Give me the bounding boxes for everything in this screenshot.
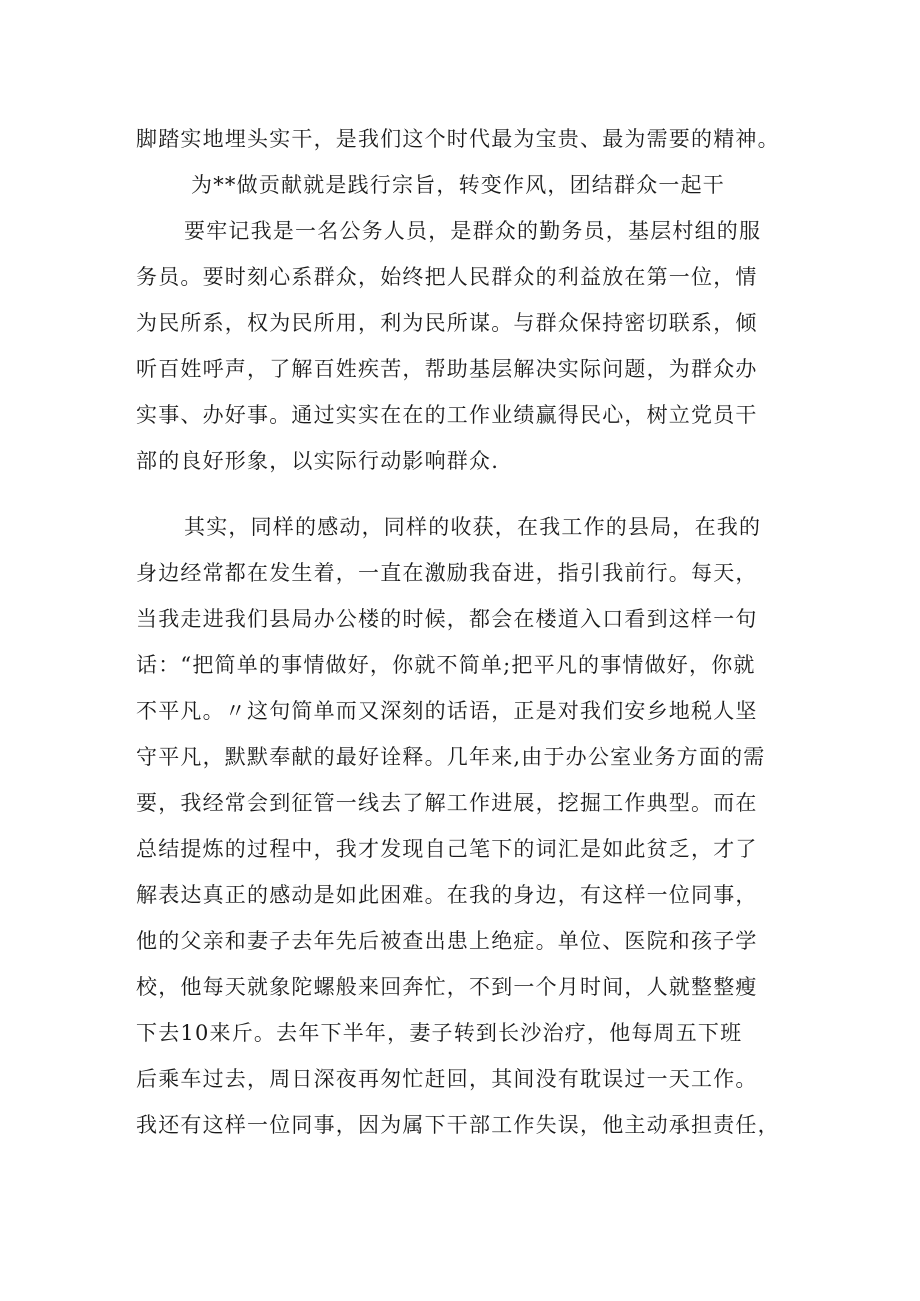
paragraph-3-line: 其实，同样的感动，同样的收获，在我工作的县局，在我的 — [184, 515, 762, 539]
paragraph-3-line: 他的父亲和妻子去年先后被查出患上绝症。单位、医院和孩子学 — [136, 929, 758, 953]
paragraph-3-line: 守平凡，默默奉献的最好诠释。几年来,由于办公室业务方面的需 — [136, 745, 766, 769]
paragraph-3-line: 后乘车过去，周日深夜再匆忙赶回，其间没有耽误过一天工作。 — [136, 1067, 758, 1091]
paragraph-3-line: 下去10来斤。去年下半年，妻子转到长沙治疗，他每周五下班 — [136, 1021, 743, 1045]
paragraph-2-line: 部的良好形象，以实际行动影响群众. — [136, 449, 500, 473]
paragraph-3-line: 当我走进我们县局办公楼的时候，都会在楼道入口看到这样一句 — [136, 607, 758, 631]
paragraph-spacer — [136, 484, 796, 504]
paragraph-2-line: 为民所系，权为民所用，利为民所谋。与群众保持密切联系，倾 — [136, 311, 758, 335]
paragraph-3-line: 我还有这样一位同事，因为属下干部工作失误，他主动承担责任， — [136, 1113, 780, 1137]
paragraph-3-line: 要，我经常会到征管一线去了解工作进展，挖掘工作典型。而在 — [136, 791, 758, 815]
paragraph-3-line: 校，他每天就象陀螺般来回奔忙，不到一个月时间，人就整整瘦 — [136, 975, 758, 999]
paragraph-2-line: 务员。要时刻心系群众，始终把人民群众的利益放在第一位，情 — [136, 265, 758, 289]
paragraph-2-line: 要牢记我是一名公务人员，是群众的勤务员，基层村组的服 — [184, 219, 762, 243]
document-body — [136, 116, 796, 1148]
paragraph-3-line: 不平凡。〃这句简单而又深刻的话语，正是对我们安乡地税人坚 — [136, 699, 758, 723]
paragraph-3-line: 总结提炼的过程中，我才发现自己笔下的词汇是如此贫乏，才了 — [136, 837, 758, 861]
paragraph-3-line: 解表达真正的感动是如此困难。在我的身边，有这样一位同事， — [136, 883, 758, 907]
paragraph-2-line: 实事、办好事。通过实实在在的工作业绩赢得民心，树立党员干 — [136, 403, 758, 427]
paragraph-3-line: 话：“把简单的事情做好，你就不简单;把平凡的事情做好，你就 — [136, 653, 756, 677]
paragraph-1-line: 脚踏实地埋头实干，是我们这个时代最为宝贵、最为需要的精神。 — [136, 127, 780, 151]
paragraph-2-line: 听百姓呼声，了解百姓疾苦，帮助基层解决实际问题，为群众办 — [136, 357, 758, 381]
section-heading: 为**做贡献就是践行宗旨，转变作风，团结群众一起干 — [191, 173, 725, 197]
paragraph-3-line: 身边经常都在发生着，一直在激励我奋进，指引我前行。每天， — [136, 561, 758, 585]
